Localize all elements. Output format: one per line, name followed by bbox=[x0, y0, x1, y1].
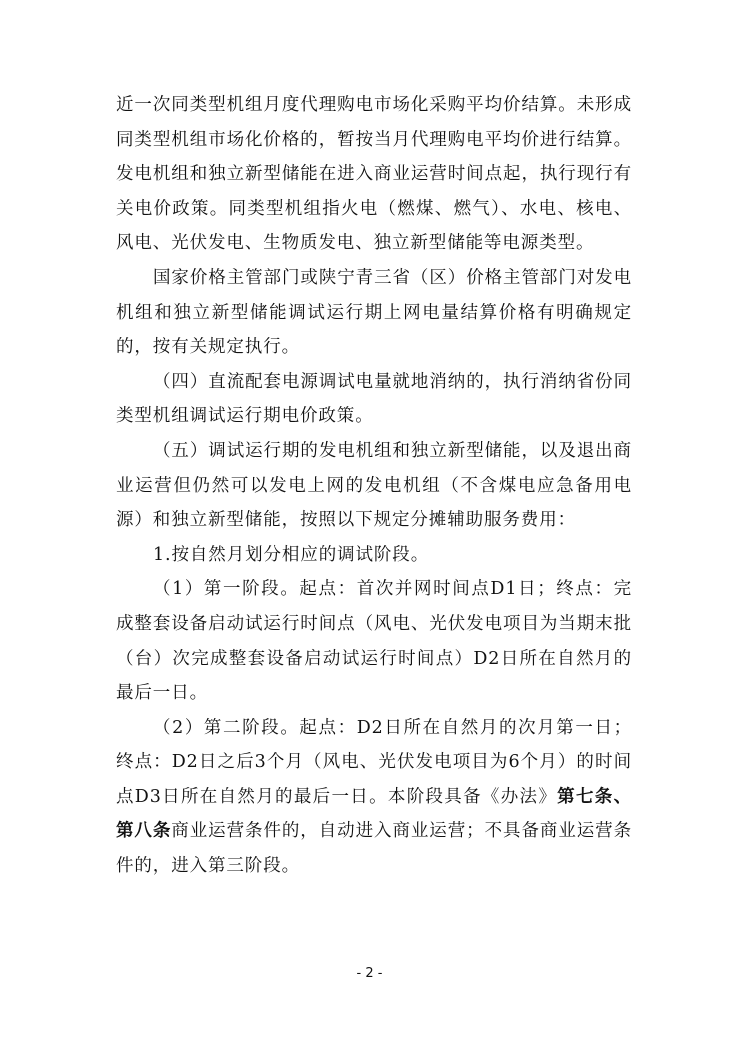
article-reference-8: 第八条 bbox=[116, 821, 172, 842]
paragraph-7-end: 商业运营条件的，自动进入商业运营；不具备商业运营条件的，进入第三阶段。 bbox=[116, 821, 633, 877]
body-text bbox=[116, 88, 632, 884]
paragraph-7 bbox=[116, 711, 632, 884]
reference-separator: 、 bbox=[613, 786, 633, 807]
article-reference-7: 第七条 bbox=[557, 786, 614, 807]
page-number: - 2 - bbox=[356, 966, 383, 981]
paragraph-4: （五）调试运行期的发电机组和独立新型储能，以及退出商业运营但仍然可以发电上网的发电机组（不含煤电应急备用电源）和独立新型储能，按照以下规定分摊辅助服务费用： bbox=[116, 440, 632, 531]
paragraph-1: 近一次同类型机组月度代理购电市场化采购平均价结算。未形成同类型机组市场化价格的，暂按当月代理购电平均价进行结算。发电机组和独立新型储能在进入商业运营时间点起，执行现行有关电价政策。同类型机组指火电（燃煤、燃气）、水电、核电、风电、光伏发电、生物质发电、独立新型储能等电源类型。 bbox=[116, 95, 632, 254]
paragraph-5: 1.按自然月划分相应的调试阶段。 bbox=[153, 544, 430, 565]
paragraph-3: （四）直流配套电源调试电量就地消纳的，执行消纳省份同类型机组调试运行期电价政策。 bbox=[116, 371, 632, 427]
paragraph-7-start: （2）第二阶段。起点：D2日所在自然月的次月第一日；终点：D2日之后3个月（风电、光伏发电项目为6个月）的时间点D3日所在自然月的最后一日。本阶段具备《办法》 bbox=[116, 717, 632, 807]
paragraph-6: （1）第一阶段。起点：首次并网时间点D1日；终点：完成整套设备启动试运行时间点（风电、光伏发电项目为当期末批（台）次完成整套设备启动试运行时间点）D2日所在自然月的最后一日。 bbox=[116, 579, 632, 704]
paragraph-2: 国家价格主管部门或陕宁青三省（区）价格主管部门对发电机组和独立新型储能调试运行期上网电量结算价格有明确规定的，按有关规定执行。 bbox=[116, 267, 632, 358]
